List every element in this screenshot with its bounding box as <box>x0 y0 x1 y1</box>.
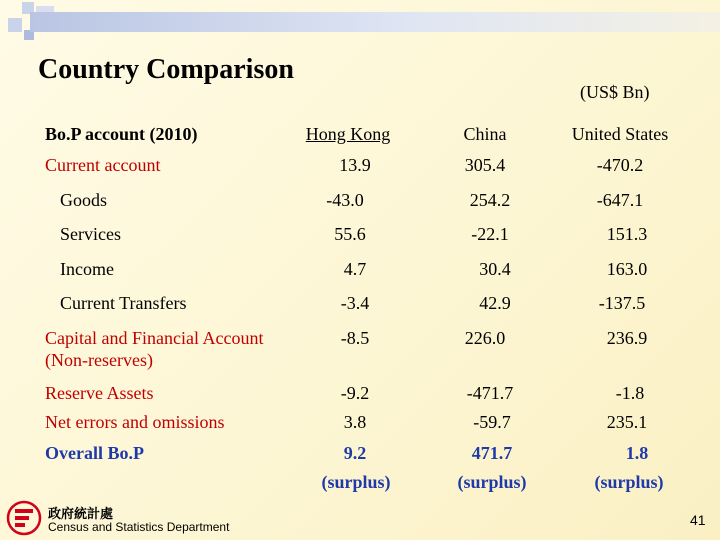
cell-hk: 55.6 <box>334 224 366 244</box>
cell-us: 151.3 <box>606 224 648 244</box>
header-china: China <box>463 124 507 144</box>
cell-china: -59.7 <box>473 412 511 432</box>
cell-china: 30.4 <box>479 259 511 279</box>
unit-label: (US$ Bn) <box>580 82 650 102</box>
overall-note-china: (surplus) <box>457 472 527 492</box>
cell-us: -137.5 <box>598 293 646 313</box>
cell-us: 163.0 <box>606 259 648 279</box>
cell-us: 235.1 <box>606 412 648 432</box>
row-label-reserve-assets: Reserve Assets <box>45 383 154 403</box>
census-department-logo-icon <box>6 500 42 536</box>
cell-hk: -8.5 <box>340 328 370 348</box>
row-label-net-errors: Net errors and omissions <box>45 412 225 432</box>
row-label-capital-financial: Capital and Financial Account (Non-reserves) <box>45 328 264 370</box>
row-label-current-account: Current account <box>45 155 161 175</box>
department-name-chinese: 政府統計處 <box>48 507 114 522</box>
cell-china: 42.9 <box>479 293 511 313</box>
row-label-services: Services <box>60 224 121 244</box>
overall-hk: 9.2 <box>343 443 367 463</box>
cell-hk: -43.0 <box>326 190 364 210</box>
cell-china: 226.0 <box>464 328 506 348</box>
cell-china: 254.2 <box>469 190 511 210</box>
decor-square <box>8 18 22 32</box>
title-bar-decoration <box>30 12 720 32</box>
header-hong-kong: Hong Kong <box>305 124 391 144</box>
cell-hk: 4.7 <box>343 259 367 279</box>
overall-note-hk: (surplus) <box>321 472 391 492</box>
cell-china: -471.7 <box>466 383 514 403</box>
cell-hk: -9.2 <box>340 383 370 403</box>
row-label-current-transfers: Current Transfers <box>60 293 187 313</box>
cell-hk: -3.4 <box>340 293 370 313</box>
cell-us: -1.8 <box>615 383 645 403</box>
cell-china: -22.1 <box>471 224 509 244</box>
page-number: 41 <box>690 512 706 528</box>
overall-us: 1.8 <box>625 443 649 463</box>
overall-note-us: (surplus) <box>594 472 664 492</box>
overall-china: 471.7 <box>471 443 513 463</box>
cell-hk: 3.8 <box>343 412 367 432</box>
department-name-english: Census and Statistics Department <box>48 520 230 534</box>
page-title: Country Comparison <box>38 54 294 85</box>
row-label-goods: Goods <box>60 190 108 210</box>
cell-us: -470.2 <box>596 155 644 175</box>
row-label-income: Income <box>60 259 114 279</box>
header-united-states: United States <box>571 124 669 144</box>
cell-us: 236.9 <box>606 328 648 348</box>
cell-us: -647.1 <box>596 190 644 210</box>
header-label: Bo.P account (2010) <box>45 124 198 144</box>
row-label-overall-bop: Overall Bo.P <box>45 443 144 463</box>
cell-china: 305.4 <box>464 155 506 175</box>
cell-hk: 13.9 <box>339 155 371 175</box>
